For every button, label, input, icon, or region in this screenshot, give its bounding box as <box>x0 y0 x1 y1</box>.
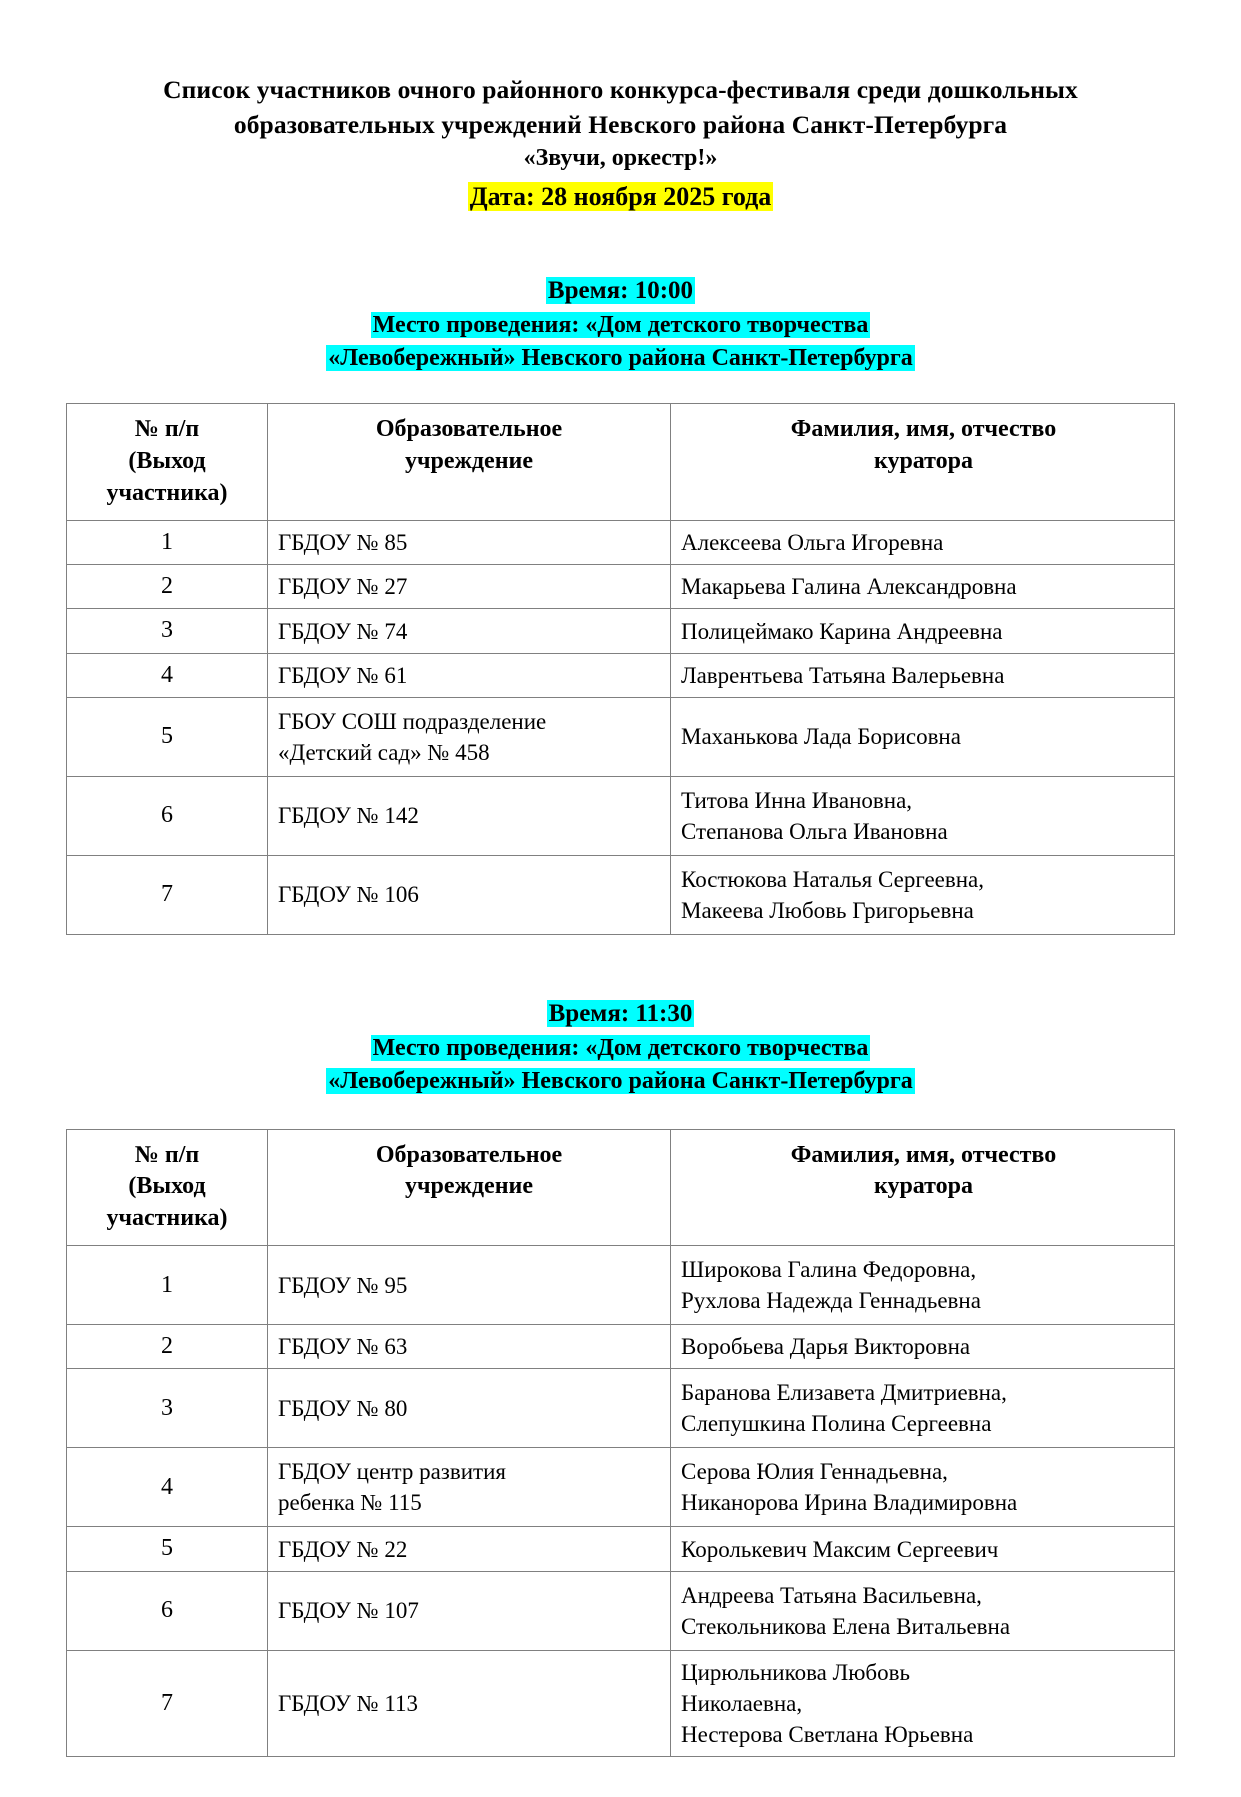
cell-organization <box>268 1527 671 1571</box>
cell-curator <box>671 1369 1175 1448</box>
curator-line-2: Слепушкина Полина Сергеевна <box>681 1411 992 1437</box>
curator-line-1: Серова Юлия Геннадьевна, <box>681 1459 948 1485</box>
cell-participant-number: 7 <box>67 855 268 934</box>
curator-line-1: Воробьева Дарья Викторовна <box>681 1334 971 1360</box>
curator-line-1: Титова Инна Ивановна, <box>681 787 913 813</box>
cell-participant-number: 3 <box>67 609 268 653</box>
cell-participant-number: 2 <box>67 1325 268 1369</box>
curator-line-2: Степанова Ольга Ивановна <box>681 818 948 844</box>
cell-curator <box>671 1246 1175 1325</box>
cell-curator <box>671 1325 1175 1369</box>
curator-line-3: Нестерова Светлана Юрьевна <box>681 1721 974 1747</box>
cell-curator <box>671 1571 1175 1650</box>
cell-curator <box>671 653 1175 697</box>
cell-participant-number: 1 <box>67 1246 268 1325</box>
column-header-organization <box>268 404 671 521</box>
table-body-session-1 <box>67 521 1175 935</box>
curator-line-1: Широкова Галина Федоровна, <box>681 1257 977 1283</box>
table-row <box>67 1650 1175 1756</box>
cell-curator <box>671 1527 1175 1571</box>
cell-organization <box>268 1650 671 1756</box>
session-2-venue-line-1-wrapper <box>66 1032 1175 1065</box>
cell-organization <box>268 1325 671 1369</box>
session-1-time-wrapper <box>66 272 1175 310</box>
curator-line-2: Макеева Любовь Григорьевна <box>681 897 974 923</box>
column-header-curator <box>671 404 1175 521</box>
cell-organization <box>268 1246 671 1325</box>
title-line-2: образовательных учреждений Невского района Санкт-Петербурга <box>233 110 1008 140</box>
cell-curator <box>671 565 1175 609</box>
organization-line-1: ГБОУ СОШ подразделение <box>278 708 547 734</box>
organization-line-1: ГБДОУ № 61 <box>278 662 408 688</box>
cell-organization <box>268 1369 671 1448</box>
session-1-venue-line-1-wrapper <box>66 309 1175 342</box>
session-2-venue-line-2: «Левобережный» Невского района Санкт-Петербурга <box>328 1068 913 1095</box>
table-row <box>67 1571 1175 1650</box>
table-row <box>67 855 1175 934</box>
cell-organization <box>268 1571 671 1650</box>
organization-line-1: ГБДОУ № 85 <box>278 530 408 556</box>
title-line-1: Список участников очного районного конкурса-фестиваля среди дошкольных <box>163 75 1078 104</box>
curator-line-1: Андреева Татьяна Васильевна, <box>681 1582 982 1608</box>
table-row <box>67 1527 1175 1571</box>
curator-line-1: Макарьева Галина Александровна <box>681 574 1017 600</box>
curator-line-2: Рухлова Надежда Геннадьевна <box>681 1288 981 1314</box>
table-row <box>67 609 1175 653</box>
cell-organization <box>268 521 671 565</box>
column-header-curator-line-1: Фамилия, имя, отчество <box>790 1141 1057 1168</box>
curator-line-2: Николаевна, <box>681 1690 803 1716</box>
cell-participant-number: 7 <box>67 1650 268 1756</box>
cell-organization <box>268 855 671 934</box>
column-header-number-line-3: участника) <box>106 1205 228 1232</box>
session-2-venue-line-2-wrapper <box>66 1065 1175 1098</box>
table-row <box>67 776 1175 855</box>
table-body-session-2 <box>67 1246 1175 1757</box>
table-header-row <box>67 1129 1175 1246</box>
session-1-venue-line-1: Место проведения: «Дом детского творчества <box>372 312 869 339</box>
cell-curator <box>671 1448 1175 1527</box>
table-header-row <box>67 404 1175 521</box>
curator-line-1: Костюкова Наталья Сергеевна, <box>681 866 984 892</box>
curator-line-1: Алексеева Ольга Игоревна <box>681 530 944 556</box>
organization-line-2: «Детский сад» № 458 <box>278 739 490 765</box>
organization-line-1: ГБДОУ № 107 <box>278 1598 419 1624</box>
column-header-organization <box>268 1129 671 1246</box>
session-2-venue-line-1: Место проведения: «Дом детского творчества <box>372 1035 869 1062</box>
date-line-wrapper <box>66 178 1175 216</box>
table-header-session-2 <box>67 1129 1175 1246</box>
cell-organization <box>268 609 671 653</box>
table-row <box>67 653 1175 697</box>
document-title-block <box>66 72 1175 216</box>
cell-participant-number: 4 <box>67 653 268 697</box>
title-line-3: «Звучи, оркестр!» <box>523 145 718 172</box>
column-header-organization-line-2: учреждение <box>404 1173 534 1200</box>
table-row <box>67 1448 1175 1527</box>
column-header-curator-line-1: Фамилия, имя, отчество <box>790 416 1057 443</box>
organization-line-1: ГБДОУ № 27 <box>278 574 408 600</box>
organization-line-2: ребенка № 115 <box>278 1490 422 1516</box>
organization-line-1: ГБДОУ № 95 <box>278 1272 408 1298</box>
session-2-header <box>66 995 1175 1099</box>
cell-curator <box>671 521 1175 565</box>
session-1-header <box>66 272 1175 376</box>
cell-organization <box>268 776 671 855</box>
session-1-time: Время: 10:00 <box>547 276 694 304</box>
cell-curator <box>671 697 1175 776</box>
cell-organization <box>268 1448 671 1527</box>
column-header-curator-line-2: куратора <box>873 448 974 475</box>
date-line: Дата: 28 ноября 2025 года <box>469 181 772 211</box>
cell-participant-number: 6 <box>67 1571 268 1650</box>
cell-curator <box>671 855 1175 934</box>
cell-curator <box>671 609 1175 653</box>
organization-line-1: ГБДОУ № 22 <box>278 1536 408 1562</box>
column-header-number-line-2: (Выход <box>128 448 206 475</box>
participants-table-session-1 <box>66 403 1175 934</box>
cell-curator <box>671 1650 1175 1756</box>
cell-participant-number: 6 <box>67 776 268 855</box>
column-header-organization-line-2: учреждение <box>404 448 534 475</box>
column-header-organization-line-1: Образовательное <box>375 1141 563 1168</box>
cell-participant-number: 3 <box>67 1369 268 1448</box>
table-row <box>67 521 1175 565</box>
curator-line-1: Маханькова Лада Борисовна <box>681 724 961 750</box>
column-header-number-line-3: участника) <box>106 480 228 507</box>
curator-line-2: Никанорова Ирина Владимировна <box>681 1490 1018 1516</box>
organization-line-1: ГБДОУ № 74 <box>278 618 408 644</box>
participants-table-session-2 <box>66 1129 1175 1757</box>
cell-participant-number: 1 <box>67 521 268 565</box>
column-header-number-line-2: (Выход <box>128 1173 206 1200</box>
curator-line-1: Баранова Елизавета Дмитриевна, <box>681 1380 1007 1406</box>
session-2-time: Время: 11:30 <box>548 999 693 1027</box>
curator-line-1: Лаврентьева Татьяна Валерьевна <box>681 662 1005 688</box>
table-header-session-1 <box>67 404 1175 521</box>
cell-organization <box>268 565 671 609</box>
table-row <box>67 1246 1175 1325</box>
cell-participant-number: 4 <box>67 1448 268 1527</box>
column-header-organization-line-1: Образовательное <box>375 416 563 443</box>
cell-organization <box>268 653 671 697</box>
cell-participant-number: 5 <box>67 1527 268 1571</box>
curator-line-2: Стекольникова Елена Витальевна <box>681 1613 1011 1639</box>
column-header-number <box>67 404 268 521</box>
cell-organization <box>268 697 671 776</box>
session-2-time-wrapper <box>66 995 1175 1033</box>
column-header-number-line-1: № п/п <box>134 416 200 443</box>
organization-line-1: ГБДОУ № 142 <box>278 803 419 829</box>
table-row <box>67 565 1175 609</box>
cell-curator <box>671 776 1175 855</box>
organization-line-1: ГБДОУ № 113 <box>278 1690 419 1716</box>
organization-line-1: ГБДОУ № 63 <box>278 1334 408 1360</box>
curator-line-1: Цирюльникова Любовь <box>681 1659 910 1685</box>
column-header-number <box>67 1129 268 1246</box>
session-1-venue-line-2-wrapper <box>66 342 1175 375</box>
table-row <box>67 1325 1175 1369</box>
curator-line-1: Полицеймако Карина Андреевна <box>681 618 1003 644</box>
column-header-number-line-1: № п/п <box>134 1141 200 1168</box>
cell-participant-number: 2 <box>67 565 268 609</box>
table-row <box>67 1369 1175 1448</box>
column-header-curator-line-2: куратора <box>873 1173 974 1200</box>
column-header-curator <box>671 1129 1175 1246</box>
session-1-venue-line-2: «Левобережный» Невского района Санкт-Петербурга <box>328 345 913 372</box>
organization-line-1: ГБДОУ № 80 <box>278 1395 408 1421</box>
cell-participant-number: 5 <box>67 697 268 776</box>
organization-line-1: ГБДОУ № 106 <box>278 882 419 908</box>
organization-line-1: ГБДОУ центр развития <box>278 1459 506 1485</box>
table-row <box>67 697 1175 776</box>
curator-line-1: Королькевич Максим Сергеевич <box>681 1536 999 1562</box>
